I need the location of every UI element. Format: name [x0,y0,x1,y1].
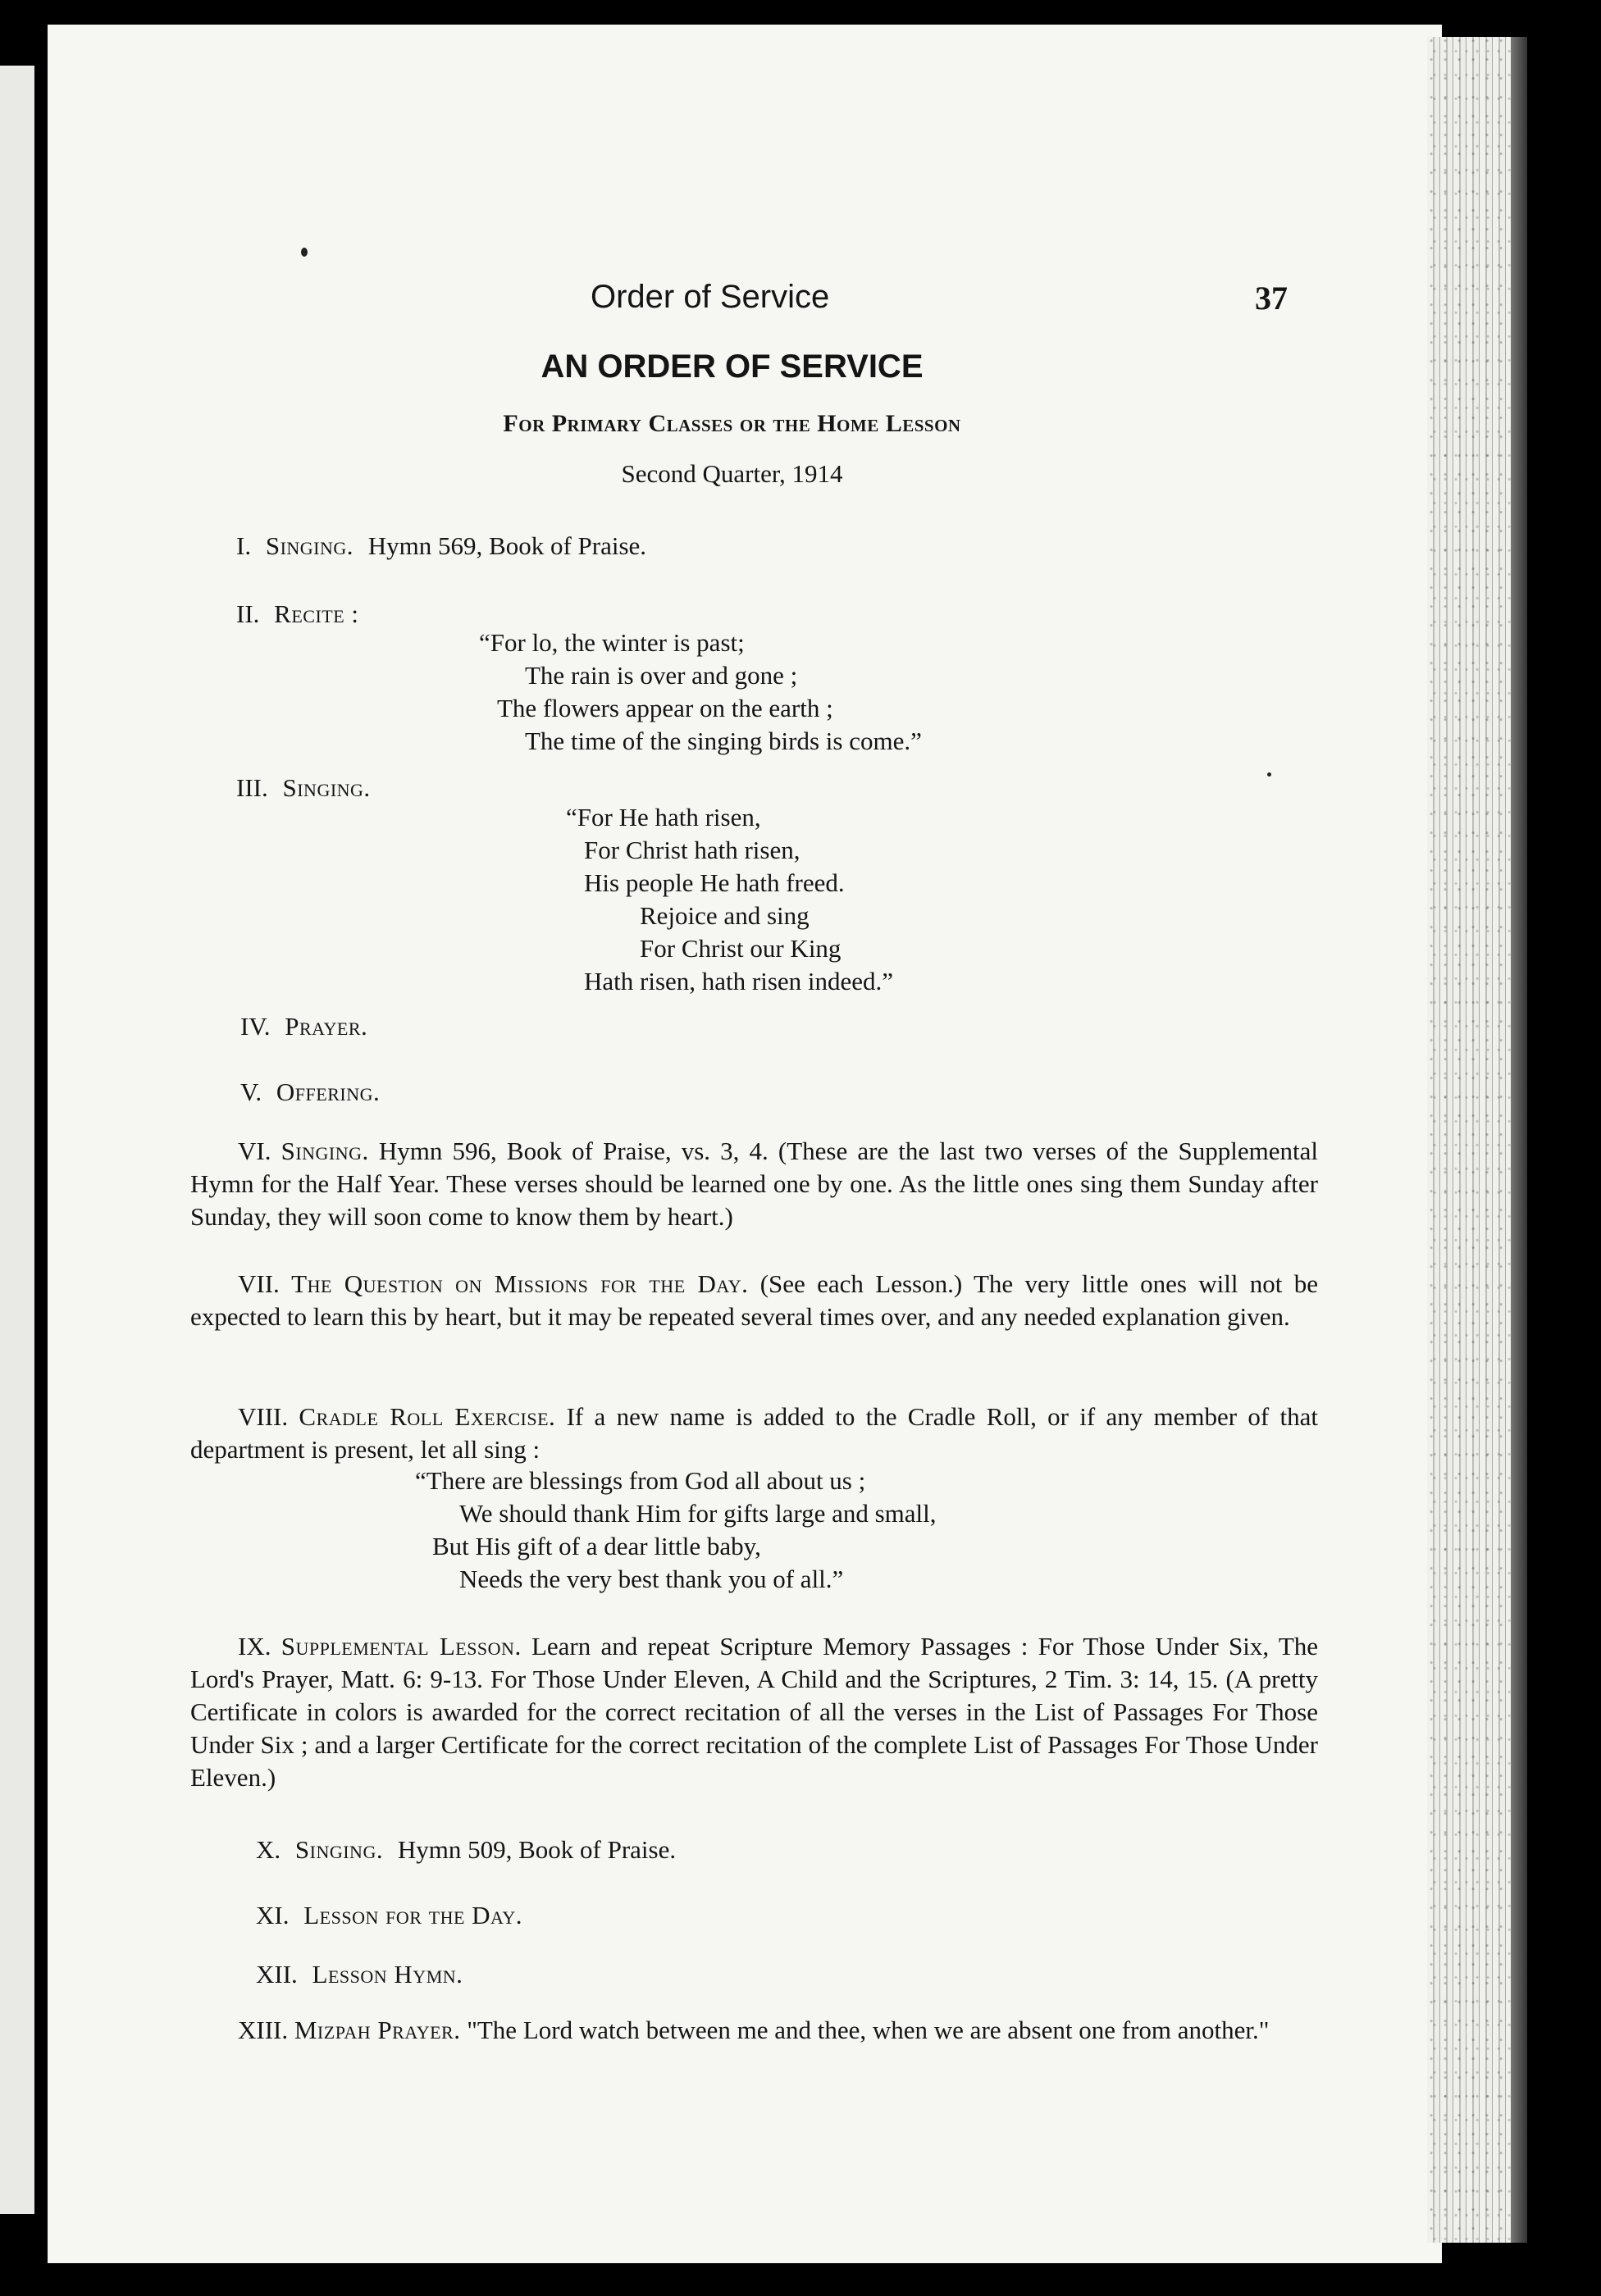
item-heading: Singing. [281,1137,369,1165]
item-text: "The Lord watch between me and thee, when we are absent one from another." [467,2016,1270,2044]
item-number: I. [236,531,252,560]
verse-line: The flowers appear on the earth ; [497,694,833,722]
item-2 [236,601,359,626]
facing-page-edge [0,66,34,2214]
item-7 [190,1268,1318,1333]
item-5 [240,1079,380,1105]
item-text: If a new name is added to the Cradle Roll, or if any member of that department is present, let all sing : [190,1402,1319,1464]
item-number: VI. [238,1137,271,1165]
item-text: (See each Lesson.) The very little ones will not be expected to learn this by heart, but it may be repeated several times over, and any needed explanation given. [190,1269,1319,1331]
verse-line: Needs the very best thank you of all.” [459,1565,844,1593]
item-text: Hymn 569, Book of Praise. [367,531,647,560]
item-number: XIII. [238,2016,289,2044]
item-1 [236,533,646,558]
item-number: XII. [256,1960,298,1988]
verse-line: Rejoice and sing [640,901,810,930]
item-heading: Singing. [265,531,354,560]
page-title: AN ORDER OF SERVICE [541,348,924,385]
verse-line: But His gift of a dear little baby, [432,1532,761,1560]
item-heading: Prayer. [285,1012,368,1041]
item-number: VII. [238,1269,280,1298]
item-number: XI. [256,1901,290,1929]
item-3 [236,775,371,800]
verse-line: The rain is over and gone ; [525,661,798,690]
item-number: IX. [238,1632,271,1660]
item-heading: Lesson Hymn. [312,1960,463,1988]
item-number: IV. [240,1012,271,1041]
item-heading: Lesson for the Day. [303,1901,523,1929]
verse-line: For Christ our King [640,934,842,963]
item-10 [256,1837,676,1862]
item-text: Hymn 596, Book of Praise, vs. 3, 4. (These are the last two verses of the Supplemental Hymn for the Half Year. These verses should be learned one by one. As the little ones sing them Sunday after Sunday, they will soon come to know them by heart.) [190,1137,1319,1231]
item-number: III. [236,773,268,802]
item-8 [190,1401,1318,1466]
item-heading: Recite : [274,599,359,628]
item-6 [190,1135,1318,1233]
verse-line: Hath risen, hath risen indeed.” [584,967,894,995]
verse-line: The time of the singing birds is come.” [525,727,922,755]
item-text: Hymn 509, Book of Praise. [397,1835,677,1864]
item-heading: Mizpah Prayer. [294,2016,461,2044]
verse-line: For Christ hath risen, [584,836,800,864]
item-12 [256,1961,463,1987]
item-heading: Cradle Roll Exercise. [299,1402,556,1431]
running-title: Order of Service [591,279,830,315]
page-subtitle: For Primary Classes or the Home Lesson [503,410,961,437]
ink-speck [301,248,308,257]
quarter-line: Second Quarter, 1914 [621,459,843,488]
item-heading: Singing. [294,1835,384,1864]
page-number: 37 [1255,280,1288,317]
item-number: V. [240,1077,262,1106]
item-heading: Offering. [276,1077,381,1106]
item-13 [190,2014,1318,2047]
verse-line: We should thank Him for gifts large and small, [459,1499,937,1528]
item-heading: The Question on Missions for the Day. [291,1269,749,1298]
item-9 [190,1630,1318,1794]
verse-line: His people He hath freed. [584,868,845,897]
item-4 [240,1014,367,1039]
ink-speck [1267,772,1271,777]
item-number: II. [236,599,260,628]
book-cover-edge [1511,37,1527,2243]
item-number: VIII. [238,1402,289,1431]
item-number: X. [256,1835,281,1864]
item-heading: Singing. [282,773,371,802]
item-heading: Supplemental Lesson. [281,1632,522,1660]
item-text: Learn and repeat Scripture Memory Passages : For Those Under Six, The Lord's Prayer, Matt. 6: 9-13. For Those Under Eleven, A Child and the Scriptures, 2 Tim. 3: 14, 15. (A pretty Certificate in colors is awarded for the correct recitation of all the verses in the List of Passages For Those Under Six ; and a larger Certificate for the correct recitation of the complete List of Passages For Those Under Eleven.) [190,1632,1319,1792]
verse-line: “For He hath risen, [566,803,761,831]
verse-line: “For lo, the winter is past; [479,628,745,657]
verse-line: “There are blessings from God all about us ; [415,1466,866,1495]
item-11 [256,1902,522,1928]
